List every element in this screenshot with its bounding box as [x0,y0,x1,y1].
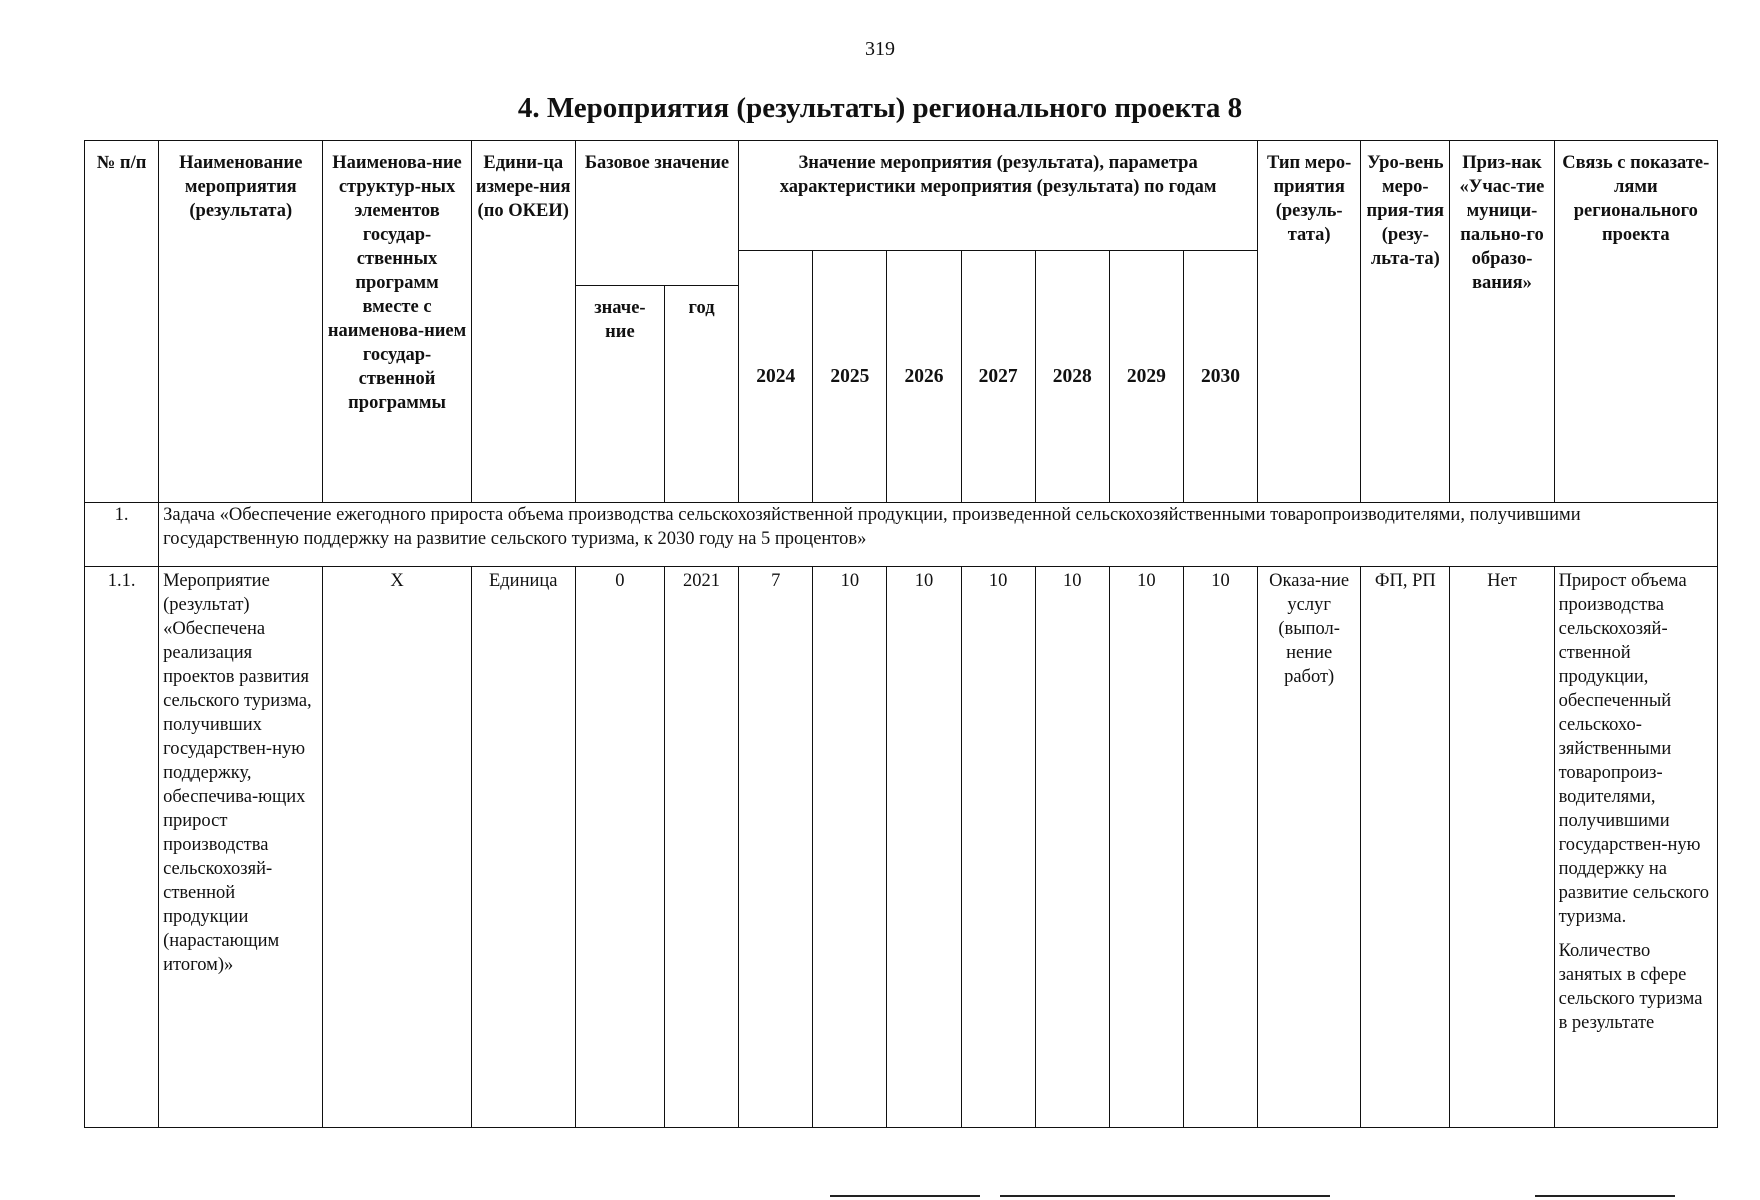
indicator-link-1: Прирост объема производства сельскохозяй-ственной продукции, обеспеченный сельскохо-зяйственными товаропроиз-водителями, получившими государствен-ную поддержку на развитие сельского туризма. [1558,571,1709,927]
value-2030: 10 [1183,567,1257,1128]
structural-value: Х [323,567,471,1128]
event-name: Мероприятие (результат) «Обеспечена реализация проектов развития сельского туризма, получивших государствен-ную поддержку, обеспечива-ющих прирост производства сельскохозяй-ственной продукции (нарастающим итогом)» [159,567,323,1128]
header-values-group: Значение мероприятия (результата), параметра характеристики мероприятия (результата) по годам [739,141,1258,251]
events-table [84,140,1718,1128]
event-type: Оказа-ние услуг (выпол-нение работ) [1258,567,1361,1128]
data-row [85,567,1718,1128]
header-year-2026: 2026 [887,251,961,503]
header-year-2029: 2029 [1109,251,1183,503]
header-base-value: значе-ние [575,286,664,503]
header-municipal: Приз-нак «Учас-тие муници-пально-го образо-вания» [1450,141,1554,503]
header-row-1 [85,141,1718,251]
header-unit: Едини-ца измере-ния (по ОКЕИ) [471,141,575,503]
header-year-2024: 2024 [739,251,813,503]
municipal-flag: Нет [1450,567,1554,1128]
indicator-link-2: Количество занятых в сфере сельского туризма в результате [1558,941,1703,1033]
task-text: Задача «Обеспечение ежегодного прироста объема производства сельскохозяйственной продукции, произведенной сельскохозяйственными товаропроизводителями, получившими государственную поддержку на развитие сельского туризма, к 2030 году на 5 процентов» [159,503,1718,567]
task-num: 1. [85,503,159,567]
value-2025: 10 [813,567,887,1128]
row-num: 1.1. [85,567,159,1128]
header-year-2030: 2030 [1183,251,1257,503]
event-level: ФП, РП [1361,567,1450,1128]
header-link: Связь с показате-лями регионального проекта [1554,141,1717,503]
header-num: № п/п [85,141,159,503]
header-year-2028: 2028 [1035,251,1109,503]
section-title: 4. Мероприятия (результаты) регионального проекта 8 [517,92,1243,124]
footer-rule-2 [1000,1195,1330,1197]
header-year-2025: 2025 [813,251,887,503]
value-2028: 10 [1035,567,1109,1128]
task-row [85,503,1718,567]
value-2026: 10 [887,567,961,1128]
footer-rule-1 [830,1195,980,1197]
base-value: 0 [575,567,664,1128]
header-type: Тип меро-приятия (резуль-тата) [1258,141,1361,503]
footer-rule-3 [1535,1195,1675,1197]
header-base: Базовое значение [575,141,738,286]
value-2029: 10 [1109,567,1183,1128]
page-number: 319 [865,38,895,60]
value-2027: 10 [961,567,1035,1128]
value-2024: 7 [739,567,813,1128]
header-structural: Наименова-ние структур-ных элементов государ-ственных программ вместе с наименова-нием государ-ственной программы [323,141,471,503]
header-year-2027: 2027 [961,251,1035,503]
header-base-year: год [664,286,738,503]
indicator-links [1554,567,1717,1128]
base-year: 2021 [664,567,738,1128]
header-level: Уро-вень меро-прия-тия (резу-льта-та) [1361,141,1450,503]
unit-value: Единица [471,567,575,1128]
header-name: Наименование мероприятия (результата) [159,141,323,503]
